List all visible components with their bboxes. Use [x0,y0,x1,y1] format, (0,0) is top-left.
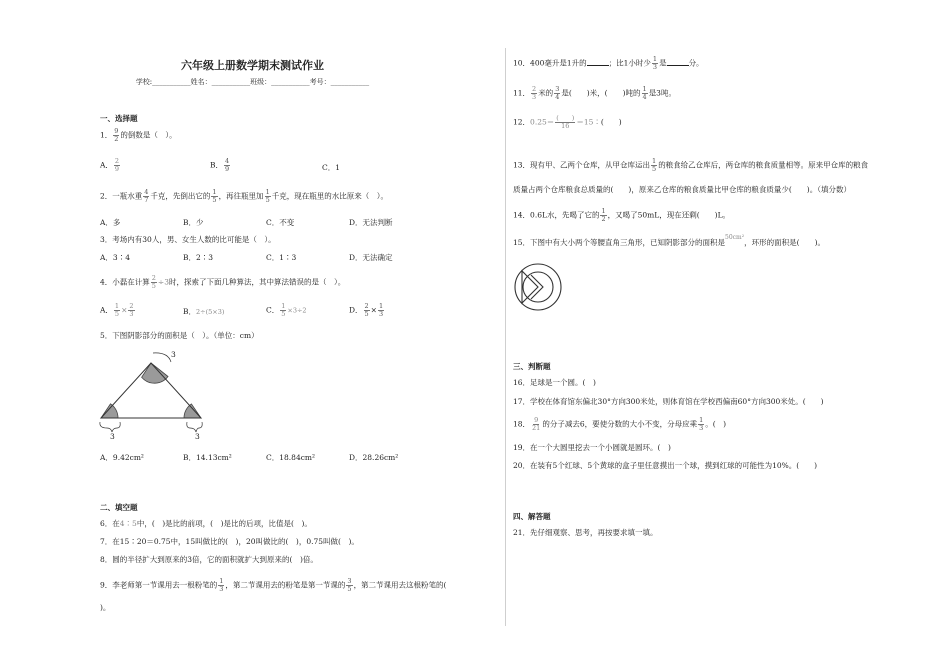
q1-option-a[interactable]: A． $\frac{2}{9}$ [100,157,120,173]
q4-option-c[interactable]: C． $\frac{1}{5}$ ×3÷2 [266,302,307,318]
q5-option-d[interactable]: D．28.26cm² [349,453,399,462]
q4-option-a[interactable]: A． $\frac{1}{5}$ × $\frac{2}{3}$ [100,302,134,318]
top-shaded-sector [142,363,168,383]
q3-option-b[interactable]: B．2∶3 [183,253,214,262]
triangle-figure [95,350,235,445]
question-16: 16．足球是一个圆。( ) [513,378,596,387]
question-17: 17．学校在体育馆东偏北30°方向300米处，则体育馆在学校西偏南60°方向300米处。( ) [513,397,824,406]
question-8: 8．圆的半径扩大到原来的3倍，它的面积就扩大到原来的( )倍。 [100,555,318,564]
q1-option-b[interactable]: B． $\frac{4}{9}$ [210,157,230,173]
dim-label-top: 3 [171,350,176,359]
q3-option-c[interactable]: C．1∶3 [266,253,297,262]
question-1: 1． $\frac{9}{2}$ 的倒数是（ ）。 [100,127,177,143]
question-20: 20．在装有5个红球、5个黄球的盒子里任意摸出一个球，摸到红球的可能性为10%。( ) [513,461,818,470]
section-heading-choice: 一、选择题 [100,114,138,123]
question-12: 12．0.25＝ $\frac{( )}{16}$ ＝15∶( ) [513,114,622,130]
section-heading-solve: 四、解答题 [513,512,551,521]
question-5: 5．下图阴影部分的面积是（ ）。（单位：cm） [100,331,259,340]
question-7: 7．在15∶20＝0.75中，15叫做比的( )，20叫做比的( )，0.75叫做( )。 [100,537,359,546]
answer-blank[interactable] [587,65,609,66]
question-13-line-1: 13．现有甲、乙两个仓库，从甲仓库运出 $\frac{1}{5}$ 的粮食给乙仓库后，两仓库的粮食质量相等。原来甲仓库的粮食 [513,157,869,173]
ring-figure [513,262,563,312]
q5-option-c[interactable]: C．18.84cm² [266,453,316,462]
question-18: 18． $\frac{9}{21}$ 的分子减去6，要使分数的大小不变，分母应乘 $\frac{1}{3}$ 。( ) [513,416,727,432]
small-triangle [522,271,538,303]
question-6: 6．在4∶5中，( )是比的前项，( )是比的后项，比值是( )。 [100,519,312,528]
question-9: 9．李老师第一节课用去一根粉笔的 $\frac{1}{3}$ ，第二节课用去的粉笔是第一节课的 $\frac{3}{5}$ ，第二节课用去这根粉笔的( [100,577,447,593]
question-2: 2．一瓶水重 $\frac{4}{7}$ 千克，先倒出它的 $\frac{1}{5}$ ，再往瓶里加 $\frac{1}{5}$ 千克，现在瓶里的水比原来（ ）。 [100,188,388,204]
q3-option-d[interactable]: D．无法确定 [349,253,393,262]
q4-option-b[interactable]: B．2÷(5×3) [183,307,225,316]
q3-option-a[interactable]: A．3∶4 [100,253,130,262]
question-19: 19．在一个大圆里挖去一个小圆就是圆环。( ) [513,443,671,452]
student-info-line: 学校:___________姓名：___________班级：___________考号：___________ [135,78,370,86]
q1-option-c[interactable]: C．1 [322,163,341,172]
question-3: 3．考场内有30人，男、女生人数的比可能是（ ）。 [100,235,276,244]
section-heading-fill: 二、填空题 [100,503,138,512]
q5-option-a[interactable]: A．9.42cm² [100,453,144,462]
question-10: 10．400毫升是1升的 ；比1小时少 $\frac{1}{3}$ 是 分。 [513,55,704,71]
q5-option-b[interactable]: B．14.13cm² [183,453,232,462]
q2-option-c[interactable]: C．不变 [266,218,295,227]
left-dimension-brace [100,422,120,432]
right-dimension-brace [187,422,202,432]
dim-label-left: 3 [110,432,115,441]
dim-label-right: 3 [195,432,200,441]
fraction: $\frac{9}{2}$ [114,127,119,143]
chevron-mark [531,275,543,299]
question-11: 11． $\frac{2}{3}$ 米的 $\frac{3}{4}$ 是( )米，( )吨的 $\frac{1}{4}$ 是3吨。 [513,85,676,101]
question-4: 4．小磊在计算 $\frac{2}{5}$ ÷3时，探索了下面几种算法，其中算法错误的是（ ）。 [100,274,346,290]
column-divider [505,48,506,626]
top-dimension-brace [153,353,171,362]
question-14: 14．0.6L水，先喝了它的 $\frac{1}{2}$ ，又喝了50mL，现在还剩( )L。 [513,207,731,223]
question-13-line-2: 质量占两个仓库粮食总质量的( )，原来乙仓库的粮食质量比甲仓库的粮食质量少( )。（填分数） [513,185,851,194]
section-heading-judge: 三、判断题 [513,362,551,371]
question-15: 15．下图中有大小两个等腰直角三角形，已知阴影部分的面积是$^{50cm^2}$，环形的面积是( )。 [513,234,825,247]
answer-blank[interactable] [667,65,689,66]
q2-option-a[interactable]: A．多 [100,218,121,227]
question-9-cont: )。 [100,603,111,612]
q4-option-d[interactable]: D． $\frac{2}{5}$ × $\frac{1}{3}$ [349,302,384,318]
q2-option-b[interactable]: B．少 [183,218,204,227]
q2-option-d[interactable]: D．无法判断 [349,218,393,227]
page-title: 六年级上册数学期末测试作业 [181,59,324,72]
question-21: 21．先仔细观察、思考，再按要求填一填。 [513,528,658,537]
